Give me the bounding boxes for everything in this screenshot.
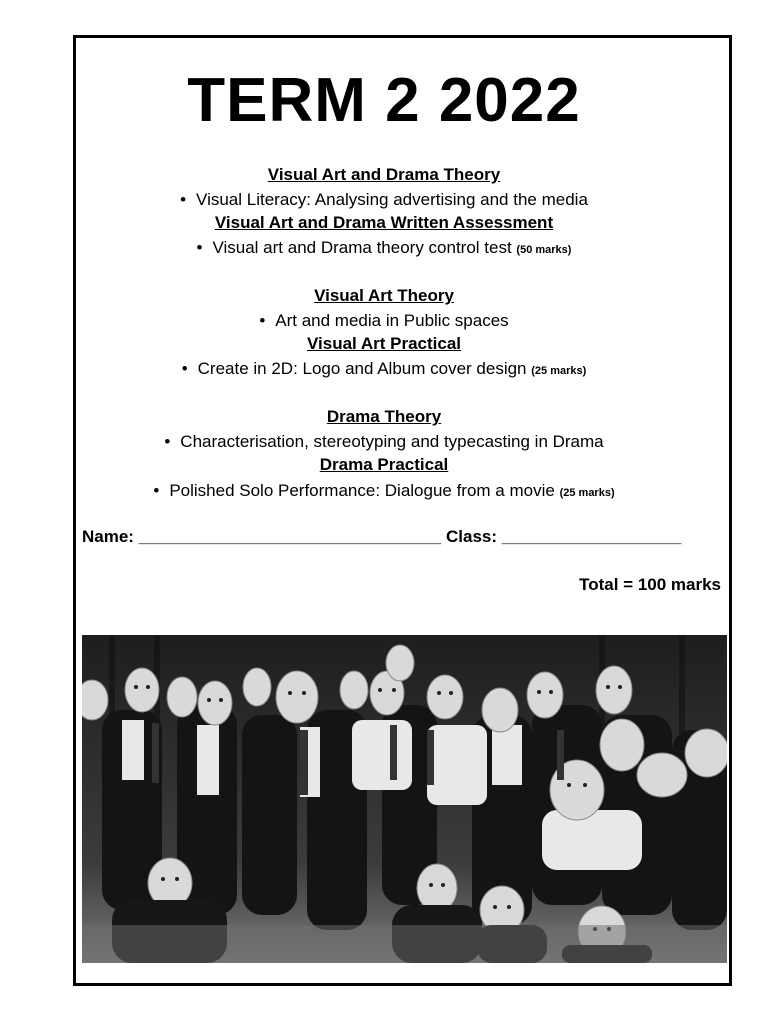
marks-label: (25 marks) <box>559 487 615 499</box>
bullet-dot-icon: • <box>180 190 187 209</box>
bullet-text: Create in 2D: Logo and Album cover design <box>197 359 527 378</box>
bullet-dot-icon: • <box>181 359 188 378</box>
heading-drama-practical: Drama Practical <box>319 455 449 474</box>
bullet-text: Art and media in Public spaces <box>275 311 509 330</box>
heading-drama-theory: Drama Theory <box>326 407 442 426</box>
heading-visual-art-theory: Visual Art Theory <box>314 286 454 305</box>
group-photo-masks-icon <box>82 635 727 963</box>
marks-label: (25 marks) <box>531 365 587 377</box>
bullet-visual-literacy <box>0 189 768 211</box>
name-label: Name: <box>82 527 134 546</box>
bullet-text: Polished Solo Performance: Dialogue from a movie <box>169 481 555 500</box>
heading-visual-art-drama-theory: Visual Art and Drama Theory <box>267 165 501 184</box>
marks-label: (50 marks) <box>516 244 572 256</box>
total-marks: Total = 100 marks <box>579 575 721 594</box>
page-title: TERM 2 2022 <box>187 66 581 135</box>
bullet-control-test <box>0 237 768 261</box>
heading-visual-art-practical: Visual Art Practical <box>306 334 462 353</box>
bullet-dot-icon: • <box>259 311 266 330</box>
bullet-logo-album <box>0 358 768 382</box>
bullet-dot-icon: • <box>153 481 160 500</box>
bullet-dot-icon: • <box>196 238 203 257</box>
bullet-public-spaces <box>0 310 768 332</box>
class-label: Class: <box>445 527 498 546</box>
bullet-text: Visual Literacy: Analysing advertising and the media <box>196 190 588 209</box>
name-field[interactable]: ________________________________ <box>138 527 442 546</box>
heading-written-assessment: Visual Art and Drama Written Assessment <box>214 213 554 232</box>
bullet-characterisation <box>0 431 768 453</box>
bullet-text: Characterisation, stereotyping and typecasting in Drama <box>180 432 604 451</box>
name-class-line <box>82 526 681 548</box>
bullet-dot-icon: • <box>164 432 171 451</box>
bullet-solo-performance <box>0 480 768 504</box>
class-field[interactable]: ___________________ <box>501 527 682 546</box>
bullet-text: Visual art and Drama theory control test <box>212 238 512 257</box>
photo-illustration <box>82 635 727 963</box>
